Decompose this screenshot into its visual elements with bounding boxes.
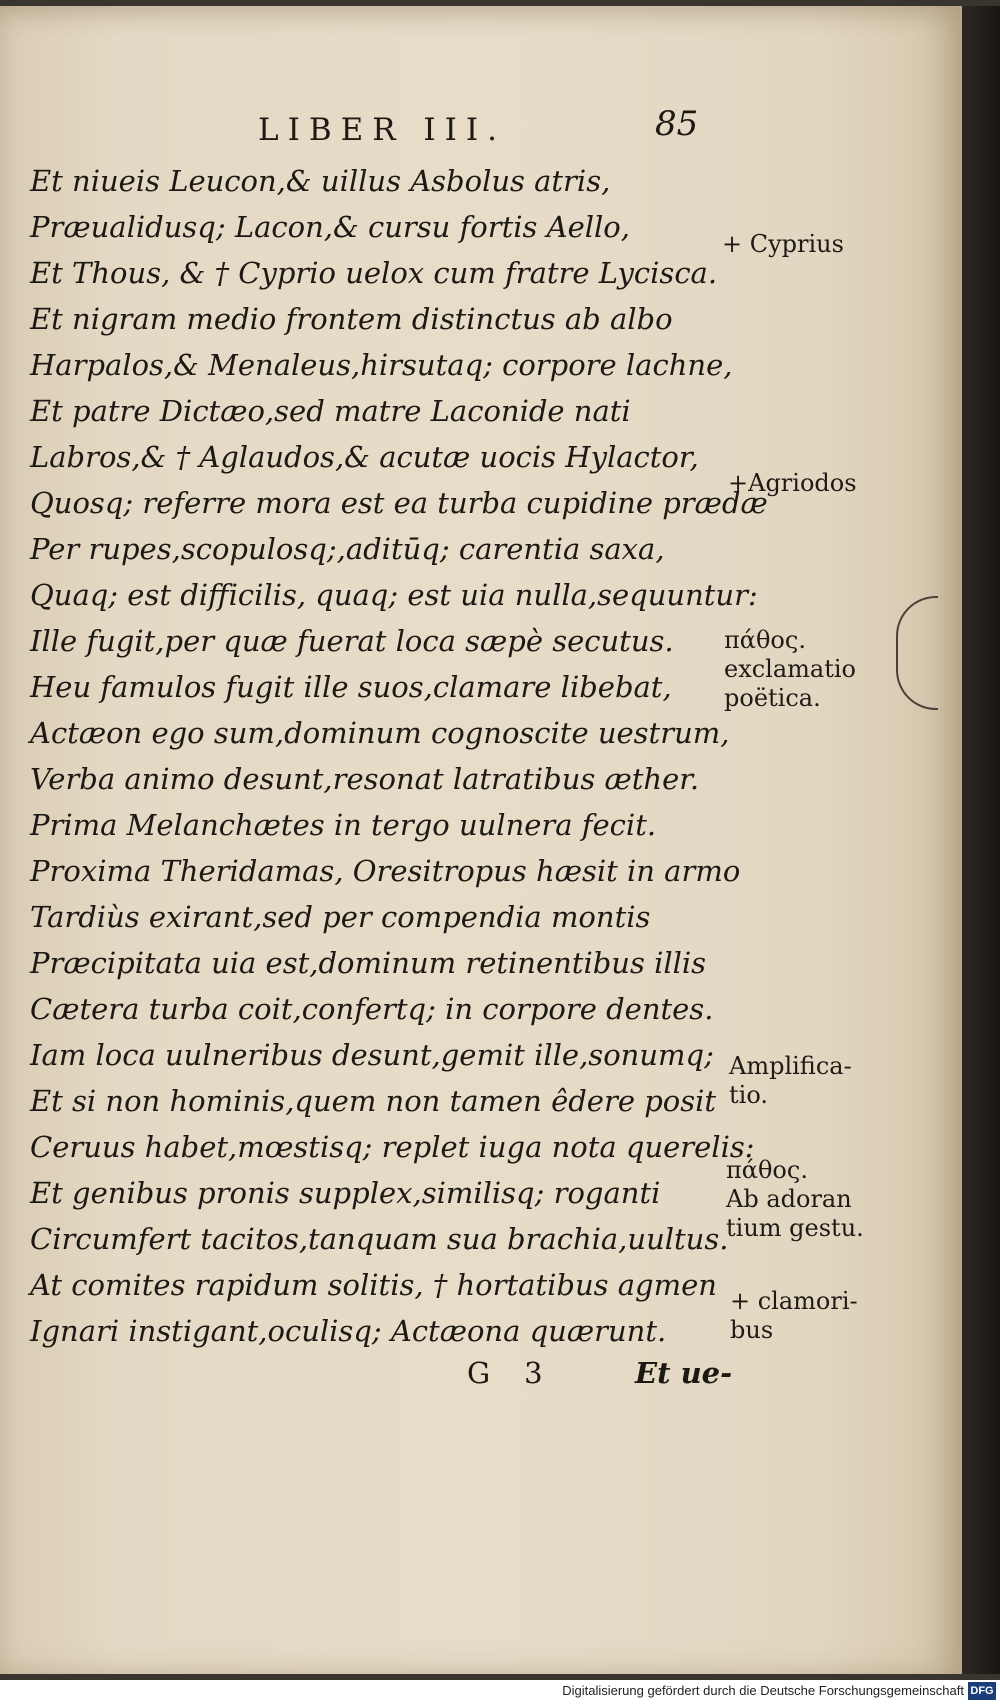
verse-line-20: Iam loca uulneribus desunt,gemit ille,sonumq; (30, 1038, 714, 1072)
verse-line-2: Præualidusq; Lacon,& cursu fortis Aello, (30, 210, 630, 244)
gloss-pathos-adorantium (726, 1156, 864, 1243)
verse-line-12: Heu famulos fugit ille suos,clamare libebat, (30, 670, 672, 704)
verse-line-21: Et si non hominis,quem non tamen êdere posit (30, 1084, 717, 1118)
gloss-poetica: poëtica. (724, 684, 821, 712)
dfg-credit: Digitalisierung gefördert durch die Deutsche Forschungsgemeinschaft (562, 1683, 964, 1698)
verse-line-1: Et niueis Leucon,& uillus Asbolus atris, (30, 164, 611, 198)
verse-line-11: Ille fugit,per quæ fuerat loca sæpè secutus. (30, 624, 674, 658)
gloss-ab-adoran: Ab adoran (726, 1185, 852, 1213)
verse-line-6: Et patre Dictæo,sed matre Laconide nati (30, 394, 631, 428)
verse-line-5: Harpalos,& Menaleus,hirsutaq; corpore lachne, (30, 348, 733, 382)
verse-line-25: At comites rapidum solitis, † hortatibus agmen (30, 1268, 717, 1302)
gloss-pathos-exclamatio (724, 626, 856, 713)
verse-line-8: Quosq; referre mora est ea turba cupidine prædæ (30, 486, 768, 520)
dfg-logo: DFG (968, 1682, 996, 1700)
verse-line-26: Ignari instigant,oculisq; Actæona quærunt. (30, 1314, 667, 1348)
gloss-bus: bus (730, 1316, 774, 1344)
gloss-tium-gestu: tium gestu. (726, 1214, 864, 1242)
page-clip (896, 596, 938, 710)
gloss-exclamatio: exclamatio (724, 655, 856, 683)
verse-line-23: Et genibus pronis supplex,similisq; roganti (30, 1176, 661, 1210)
signature-line (0, 1356, 960, 1400)
catchword: Et ue- (635, 1356, 733, 1390)
verse-line-19: Cætera turba coit,confertq; in corpore dentes. (30, 992, 714, 1026)
verse-line-15: Prima Melanchætes in tergo uulnera fecit. (30, 808, 657, 842)
page-header (0, 104, 960, 156)
verse-line-17: Tardiùs exirant,sed per compendia montis (30, 900, 651, 934)
gloss-tio: tio. (729, 1081, 768, 1109)
signature-number: 3 (524, 1356, 543, 1390)
verse-line-24: Circumfert tacitos,tanquam sua brachia,uultus. (30, 1222, 729, 1256)
verse-line-14: Verba animo desunt,resonat latratibus æther. (30, 762, 700, 796)
digitization-footer (0, 1680, 1000, 1705)
gloss-greek-pathos: πάθος. (724, 626, 806, 654)
gloss-clamori: + clamori- (730, 1287, 858, 1315)
verse-line-4: Et nigram medio frontem distinctus ab albo (30, 302, 673, 336)
verse-line-22: Ceruus habet,mœstisq; replet iuga nota querelis: (30, 1130, 755, 1164)
gloss-amplifica: Amplifica- (729, 1052, 852, 1080)
gloss-greek-pathos-2: πάθος. (726, 1156, 808, 1184)
verse-line-10: Quaq; est difficilis, quaq; est uia nulla,sequuntur: (30, 578, 758, 612)
book-page (0, 6, 962, 1674)
folio-number: 85 (655, 104, 699, 144)
gloss-cyprius: + Cyprius (722, 230, 844, 258)
verse-line-7: Labros,& † Aglaudos,& acutæ uocis Hylactor, (30, 440, 699, 474)
gloss-clamoribus (730, 1287, 858, 1345)
signature-mark (467, 1356, 577, 1390)
verse-line-3: Et Thous, & † Cyprio uelox cum fratre Lycisca. (30, 256, 718, 290)
verse-line-13: Actæon ego sum,dominum cognoscite uestrum, (30, 716, 730, 750)
gloss-amplificatio (729, 1052, 852, 1110)
verse-line-9: Per rupes,scopulosq;,aditūq; carentia saxa, (30, 532, 665, 566)
verse-line-18: Præcipitata uia est,dominum retinentibus illis (30, 946, 707, 980)
book-edge (962, 6, 1000, 1674)
verse-line-16: Proxima Theridamas, Oresitropus hæsit in armo (30, 854, 741, 888)
running-head: LIBER III. (258, 112, 507, 148)
gloss-agriodos: +Agriodos (728, 469, 857, 497)
signature-letter: G (467, 1356, 491, 1390)
